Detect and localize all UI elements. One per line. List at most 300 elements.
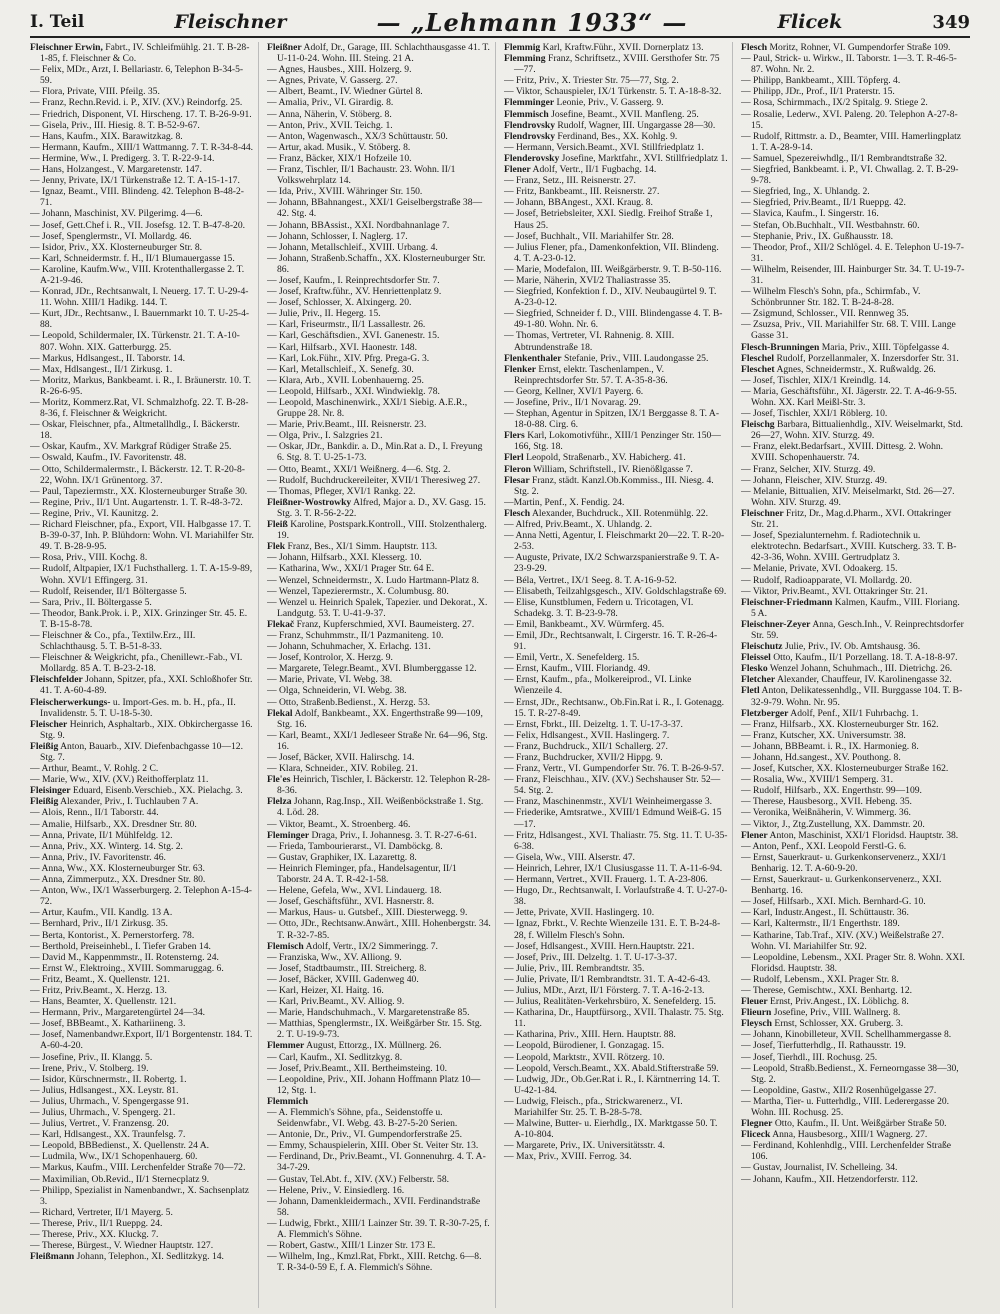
entry-details: — Josef, Tischler, XIX/1 Kreindlg. 14. xyxy=(741,374,891,386)
entry-details: — Franz, Kutscher, XX. Universumstr. 38. xyxy=(741,729,906,741)
entry-details: — Johann, Fleischer, XIV. Sturzg. 49. xyxy=(741,474,887,486)
directory-entry xyxy=(741,375,966,386)
directory-entry xyxy=(504,197,728,208)
entry-details: — Georg, Kellner, XVI/1 Payerg. 6. xyxy=(504,385,644,397)
entry-details: Johann, Spitzer, pfa., XXI. Schloßhofer Str. 41. T. A-60-4-89. xyxy=(40,674,253,697)
directory-entry xyxy=(504,530,728,552)
directory-entry xyxy=(30,952,254,963)
directory-entry xyxy=(504,109,728,120)
entry-surname: Fleischner-Friedmann xyxy=(741,596,833,608)
entry-surname: Fleuer xyxy=(741,996,768,1008)
directory-entry xyxy=(504,874,728,885)
page-number: 349 xyxy=(932,11,970,33)
entry-details: — Josef, Gett.Chef i. R., VII. Josefsg. 12. T. B-47-8-20. xyxy=(30,219,246,231)
directory-entry xyxy=(741,1040,966,1051)
entry-details: Johann, Rag.Insp., XII. Weißenböckstraße 1. Stg. 4. Löd. 28. xyxy=(277,796,484,819)
entry-details: — Ernst, Sauerkraut- u. Gurkenkonservenerz., XXI. Benhartg. 16. xyxy=(741,874,942,897)
entry-details: — Karl, Hdlsangest., XX. Traunfelsg. 7. xyxy=(30,1129,186,1141)
directory-entry xyxy=(504,75,728,86)
entry-details: — Thomas, Vertreter, VI. Rahnenig. 8. XIII. Abtrundenstraße 18. xyxy=(504,330,675,353)
entry-details: — Josef, Namenbandwr.Export, II/1 Borgentenstr. 184. T. A-60-4-20. xyxy=(30,1029,253,1052)
entry-details: Moritz, Rohner, VI. Gumpendorfer Straße 109. xyxy=(769,42,951,53)
directory-entry xyxy=(30,763,254,774)
entry-details: — Julius, Realitäten-Verkehrsbüro, X. Senefelderg. 15. xyxy=(504,996,716,1008)
entry-details: Anna, Hausbesorg., XIII/1 Wagnerg. 27. xyxy=(772,1129,928,1141)
entry-details: — Rudolf, Buchdruckereileiter, XVII/1 Theresiweg 27. xyxy=(267,474,481,486)
entry-details: — Leopold, Versch.Beamt., XX. Abald.Stifterstraße 59. xyxy=(504,1062,719,1074)
entry-surname: Flegner xyxy=(741,1118,773,1130)
entry-details: — Heinrich, Lehrer, IX/1 Clusiusgasse 11. T. A-11-6-94. xyxy=(504,862,723,874)
entry-surname: Flenker xyxy=(504,363,536,375)
entry-details: — Josefine, Priv., II. Klangg. 5. xyxy=(30,1051,153,1063)
entry-details: — Franz, Selcher, XIV. Sturzg. 49. xyxy=(741,463,876,475)
entry-details: — Martha, Tier- u. Futterhdlg., VIII. Lederergasse 20. Wohn. III. Rochusg. 25. xyxy=(741,1095,950,1118)
directory-entry xyxy=(741,464,966,475)
entry-details: Julie, Priv., IV. Ob. Amtshausg. 36. xyxy=(784,641,921,653)
directory-entry xyxy=(741,685,966,707)
directory-entry xyxy=(741,386,966,408)
entry-surname: Fleysch xyxy=(741,1018,772,1030)
entry-details: Anton, Bauarb., XIV. Diefenbachgasse 10—12. Stg. 7. xyxy=(40,740,243,763)
entry-details: — A. Flemmich's Söhne, pfa., Seidenstoffe u. Seidenwfabr., VI. Webg. 43. B-27-5-20 Serien. xyxy=(267,1107,458,1130)
directory-entry xyxy=(267,685,491,696)
directory-entry xyxy=(741,308,966,319)
entry-details: Karl, Lokomotivführ., XIII/1 Penzinger Str. 150—166, Stg. 18. xyxy=(514,430,721,453)
directory-entry xyxy=(741,819,966,830)
entry-surname: Flerl xyxy=(504,452,524,464)
directory-entry xyxy=(30,330,254,352)
directory-entry xyxy=(267,1151,491,1173)
entry-surname: Fleischutz xyxy=(741,641,783,653)
entry-details: — Kurt, JDr., Rechtsanw., I. Bauernmarkt 10. T. U-25-4-88. xyxy=(30,308,250,331)
entry-details: Barbara, Bittualienhdlg., XIV. Weiselmarkt, Std. 26—27, Wohn. XIV. Sturzg. 49. xyxy=(751,419,963,442)
entry-details: — Franz, Buchdruck., XII/1 Schallerg. 27. xyxy=(504,740,668,752)
directory-entry xyxy=(267,1040,491,1051)
directory-entry xyxy=(504,730,728,741)
directory-entry xyxy=(267,575,491,586)
entry-details: — Artur, akad. Musik., V. Stöberg. 8. xyxy=(267,141,411,153)
directory-entry xyxy=(267,1196,491,1218)
directory-entry xyxy=(30,242,254,253)
directory-entry xyxy=(504,630,728,652)
directory-entry xyxy=(741,741,966,752)
directory-entry xyxy=(267,64,491,75)
directory-entry xyxy=(267,430,491,441)
entry-surname: Fleißig xyxy=(30,740,59,752)
directory-entry xyxy=(741,874,966,896)
entry-details: Alexander, Chauffeur, IV. Karolinengasse 32. xyxy=(776,674,952,686)
entry-details: Fritz, Dr., Mag.d.Pharm., XVI. Ottakringer Str. 21. xyxy=(751,507,952,531)
entry-details: — Johann, Straßenb.Schaffn., XX. Klosterneuburger Str. 86. xyxy=(267,252,486,275)
entry-surname: Fleiß xyxy=(267,519,288,531)
directory-entry xyxy=(504,142,728,153)
directory-entry xyxy=(267,896,491,907)
directory-entry xyxy=(504,186,728,197)
entry-details: — Franz, Rechn.Revid. i. P., XIV. (XV.) Reindorfg. 25. xyxy=(30,97,243,109)
entry-surname: Flesko xyxy=(741,663,768,675)
entry-details: — Leopoldine, Gastw., XII/2 Rosenhügelgasse 27. xyxy=(741,1084,937,1096)
directory-entry xyxy=(30,930,254,941)
directory-entry xyxy=(30,885,254,907)
directory-entry xyxy=(30,552,254,563)
directory-entry xyxy=(30,674,254,696)
entry-details: — Fritz, Beamt., X. Quellenstr. 121. xyxy=(30,973,170,985)
directory-entry xyxy=(267,220,491,231)
directory-entry xyxy=(741,1174,966,1185)
entry-details: — Auguste, Private, IX/2 Schwarzspanierstraße 9. T. A-23-9-29. xyxy=(504,552,720,575)
directory-entry xyxy=(30,1162,254,1173)
directory-entry xyxy=(30,164,254,175)
directory-entry xyxy=(267,830,491,841)
entry-details: Franz, Bes., XI/1 Simm. Hauptstr. 113. xyxy=(287,541,438,553)
directory-entry xyxy=(267,652,491,663)
entry-details: — Johann, BBBeamt. i. R., IX. Harmonieg. 8. xyxy=(741,740,919,752)
entry-details: Alexander, Buchdruck., XII. Rotenmühlg. 22. xyxy=(532,507,708,519)
entry-details: Otto, Kaufm., II. Unt. Weißgärber Straße 50. xyxy=(774,1118,947,1130)
directory-entry xyxy=(741,508,966,530)
directory-entry xyxy=(267,819,491,830)
directory-entry xyxy=(30,996,254,1007)
entry-details: — Rudolf, Radioapparate, VI. Mollardg. 20. xyxy=(741,574,912,586)
entry-details: — Moritz, Markus, Bankbeamt. i. R., I. Bräunerstr. 10. T. R-26-6-95. xyxy=(30,374,252,397)
directory-entry xyxy=(504,663,728,674)
entry-details: — Fritz, Hdlsangest., XVI. Thaliastr. 75. Stg. 11. T. U-35-6-38. xyxy=(504,829,728,852)
entry-details: — Wenzel, Tapezierermstr., X. Columbusg. 80. xyxy=(267,585,449,597)
section-label: I. Teil xyxy=(30,12,85,32)
entry-details: — Alois, Renn., II/1 Taborstr. 44. xyxy=(30,807,159,819)
entry-details: — Josef, Tierfutterhdlg., II. Rathausstr. 19. xyxy=(741,1040,906,1052)
entry-details: — Hermann, Priv., Margaretengürtel 24—34. xyxy=(30,1007,206,1019)
entry-details: — Josef, Kaufm., I. Reinprechtsdorfer Str. 7. xyxy=(267,274,440,286)
entry-details: — Katharina, Dr., Hauptfürsorg., XVII. Thalastr. 75. Stg. 11. xyxy=(504,1007,724,1030)
entry-details: — Siegfried, Bankbeamt. i. P., VI. Chwallag. 2. T. B-29-9-78. xyxy=(741,164,959,187)
entry-details: — Viktor, Priv.Beamt., XVI. Ottakringer Str. 21. xyxy=(741,585,928,597)
directory-entry xyxy=(741,1118,966,1129)
entry-details: — Veronika, Weißnäherin, V. Wimmerg. 36. xyxy=(741,807,911,819)
entry-surname: Flemmich xyxy=(267,1095,309,1107)
entry-details: — Amalia, Priv., VI. Girardig. 8. xyxy=(267,97,394,109)
entry-details: — Ferdinand, Dr., Priv.Beamt., VI. Gonnenuhrg. 4. T. A-34-7-29. xyxy=(267,1151,486,1174)
directory-entry xyxy=(267,353,491,364)
entry-details: — Berta, Kontorist., X. Pernerstorferg. 78. xyxy=(30,929,195,941)
entry-details: — Leopold, Hilfsarb., XXI. Windwieklg. 78. xyxy=(267,385,440,397)
directory-entry xyxy=(504,464,728,475)
directory-entry xyxy=(741,286,966,308)
directory-entry xyxy=(741,1007,966,1018)
entry-surname: Flers xyxy=(504,430,525,442)
directory-entry xyxy=(267,253,491,275)
directory-entry xyxy=(267,1251,491,1273)
entry-details: — Karoline, Kaufm.Ww., VIII. Krotenthallergasse 2. T. A-21-9-46. xyxy=(30,263,245,286)
entry-details: — Marie, Näherin, XVI/2 Thaliastrasse 35. xyxy=(504,274,671,286)
entry-details: — Ludwig, Fleisch., pfa., Strickwarenerz., VI. Mariahilfer Str. 25. T. B-28-5-78. xyxy=(504,1095,683,1118)
entry-details: — David M., Kappenmmstr., II. Rotensterng. 24. xyxy=(30,951,219,963)
directory-entry xyxy=(504,1040,728,1051)
entry-details: — Ernst, JDr., Rechtsanw., Ob.Fin.Rat i. R., I. Gotenagg. 15. T. R-27-8-49. xyxy=(504,696,725,719)
entry-details: — Amalie, Hilfsarb., XX. Dresdner Str. 80. xyxy=(30,818,197,830)
directory-entry xyxy=(741,563,966,574)
entry-details: — Josef, Priv., III. Delzeltg. 1. T. U-17-3-37. xyxy=(504,951,678,963)
entry-details: — Josef, Bäcker, XVII. Halirschg. 14. xyxy=(267,752,415,763)
directory-entry xyxy=(30,1118,254,1129)
entry-details: — Leopold, BBBedienst., X. Quellenstr. 24 A. xyxy=(30,1140,210,1152)
directory-entry xyxy=(741,774,966,785)
directory-entry xyxy=(267,796,491,818)
entry-details: — Karl, Priv.Beamt., XV. Alliog. 9. xyxy=(267,996,405,1008)
directory-entry xyxy=(504,752,728,763)
entry-details: Josefine, Priv., VIII. Wallnerg. 8. xyxy=(773,1007,901,1019)
entry-details: — Arthur, Beamt., V. Rohlg. 2 C. xyxy=(30,763,159,775)
entry-details: — Frieda, Tambourierarst., VI. Damböckg. 8. xyxy=(267,840,443,852)
directory-entry xyxy=(267,663,491,674)
entry-details: — Wilhelm, Ing., Kmzl.Rat, Fbrkt., XIII. Retchg. 6—8. T. R-34-0-59 E, f. A. Flemmich's Söhne. xyxy=(267,1251,482,1274)
entry-details: — Josef, BBBeamt., X. Kathariineng. 3. xyxy=(30,1018,186,1030)
directory-entry xyxy=(741,752,966,763)
directory-entry xyxy=(741,719,966,730)
entry-surname: Flesch xyxy=(741,42,768,53)
entry-details: — Philipp, Bankbeamt., XIII. Töpferg. 4. xyxy=(741,75,901,87)
directory-entry xyxy=(267,275,491,286)
entry-details: — Anton, Penf., XXI. Leopold Ferstl-G. 6. xyxy=(741,840,907,852)
entry-details: — Rudolf, Hilfsarb., XX. Engerthstr. 99—109. xyxy=(741,785,922,797)
directory-entry xyxy=(30,64,254,86)
entry-surname: Fleischg xyxy=(741,419,775,431)
directory-entry xyxy=(504,985,728,996)
entry-details: — Wenzel u. Heinrich Spalek, Tapezier. und Dekorat., X. Landgutg. 53. T. U-41-9-37. xyxy=(267,596,488,619)
entry-surname: Flenderovsky xyxy=(504,152,560,164)
directory-entry xyxy=(504,353,728,364)
directory-entry xyxy=(504,885,728,907)
directory-entry xyxy=(30,563,254,585)
directory-entry xyxy=(504,430,728,452)
directory-entry xyxy=(741,652,966,663)
entry-details: — Klara, Arb., XVII. Lobenhauerng. 25. xyxy=(267,374,424,386)
entry-details: Adolf, Dr., Garage, III. Schlachthausgasse 41. T. U-11-0-24. Wohn. III. Steing. 21 A. xyxy=(277,42,490,65)
entry-details: Alfred, Major a. D., XV. Gasg. 15. Stg. 3. T. R-56-2-22. xyxy=(277,496,486,519)
entry-details: —Martin, Penf., X. Fendig. 24. xyxy=(504,496,625,508)
directory-entry xyxy=(30,1185,254,1207)
directory-entry xyxy=(267,541,491,552)
directory-entry xyxy=(504,86,728,97)
entry-details: — Hermann, Versich.Beamt., XVI. Stillfriedplatz 1. xyxy=(504,141,704,153)
entry-details: — Julius, MDr., Arzt, II/1 Försterg. 7. T. A-16-2-13. xyxy=(504,984,705,996)
entry-details: — Johann, Damenkleidermach., XVII. Ferdinandstraße 58. xyxy=(267,1195,481,1218)
entry-surname: Flemming xyxy=(504,53,546,65)
entry-details: — Jenny, Private, IX/1 Türkenstraße 12. T. A-15-1-17. xyxy=(30,175,240,187)
directory-entry xyxy=(504,97,728,108)
entry-surname: Flek xyxy=(267,541,286,553)
entry-details: — Karl, Beamt., XXI/1 Jedleseer Straße Nr. 64—96, Stg. 16. xyxy=(267,729,488,752)
entry-details: — Otto, JDr., Rechtsanw.Anwärt., XIII. Hohenbergstr. 34. T. R-32-7-85. xyxy=(267,918,491,941)
directory-entry xyxy=(30,1029,254,1051)
directory-entry xyxy=(267,1074,491,1096)
entry-surname: Fletl xyxy=(741,685,760,697)
directory-entry xyxy=(741,619,966,641)
directory-entry xyxy=(504,807,728,829)
entry-details: Ernst, elektr. Taschenlampen., V. Reinprechtsdorfer Str. 57. T. A-35-8-36. xyxy=(514,363,668,386)
entry-details: — Karl, Kaltermstr., II/1 Engerthstr. 189. xyxy=(741,918,900,930)
directory-entry xyxy=(30,353,254,364)
entry-surname: Fleisinger xyxy=(30,785,71,797)
entry-details: — Franz, Buchdrucker, XVII/2 Hippg. 9. xyxy=(504,752,663,763)
entry-details: — Moritz, Kommerz.Rat, VI. Schmalzhofg. 22. T. B-28-8-36, f. Fleischner & Weigkricht. xyxy=(30,397,249,420)
directory-entry xyxy=(267,918,491,940)
entry-surname: Fleischerwerkungs- xyxy=(30,696,111,708)
directory-entry xyxy=(741,86,966,97)
entry-surname: Flendrovsky xyxy=(504,130,555,142)
entry-details: — Elise, Kunstblumen, Federn u. Tricotagen, VI. Schadekg. 3. T. B-23-9-78. xyxy=(504,596,694,619)
entry-details: Agnes, Schneidermstr., X. Rußwaldg. 26. xyxy=(776,363,936,375)
directory-entry xyxy=(741,896,966,907)
entry-details: — Olga, Schneiderin, VI. Webg. 38. xyxy=(267,685,407,697)
directory-entry xyxy=(30,1074,254,1085)
directory-entry xyxy=(741,53,966,75)
directory-entry xyxy=(267,464,491,475)
entry-details: — Felix, Hdlsangest., XVII. Haslingerg. 7. xyxy=(504,729,670,741)
directory-entry xyxy=(30,719,254,741)
entry-details: — Julie, Private, II/1 Rembrandtstr. 31. T. A-42-6-43. xyxy=(504,973,711,985)
directory-entry xyxy=(741,475,966,486)
directory-entry xyxy=(267,1007,491,1018)
entry-details: — Zsuzsa, Priv., VII. Mariahilfer Str. 68. T. VIII. Lange Gasse 31. xyxy=(741,319,956,342)
directory-entry xyxy=(741,153,966,164)
entry-details: — Karl, Heizer, XI. Haitg. 16. xyxy=(267,984,384,996)
entry-details: — Regine, Priv., II/1 Unt. Augartenstr. 1. T. R-48-3-72. xyxy=(30,496,243,508)
entry-details: — Anna, Näherin, V. Stöberg. 8. xyxy=(267,108,392,120)
directory-entry xyxy=(741,242,966,264)
directory-entry xyxy=(267,186,491,197)
entry-details: — Paul, Strick- u. Wirkw., II. Taborstr. 1—3. T. R-46-5-87. Wohn. Nr. 2. xyxy=(741,53,957,76)
directory-entry xyxy=(30,519,254,552)
directory-entry xyxy=(30,1096,254,1107)
directory-entry xyxy=(30,142,254,153)
directory-entry xyxy=(267,674,491,685)
directory-entry xyxy=(30,220,254,231)
directory-entry xyxy=(267,941,491,952)
entry-details: Ernst, Priv.Angest., IX. Löblichg. 8. xyxy=(770,996,909,1008)
entry-details: — Gustav, Graphiker, IX. Lazarettg. 8. xyxy=(267,851,417,863)
entry-details: — Isidor, Priv., XX. Klosterneuburger Str. 8. xyxy=(30,241,203,253)
entry-details: Eduard, Eisenb.Verschieb., XX. Pielachg. 3. xyxy=(72,785,243,797)
entry-surname: Flekal xyxy=(267,707,293,719)
entry-details: — Josef, Spezialunternehm. f. Radiotechnik u. elektrotechn. Bedarfsart., XVIII. Kutscherg. 33. T. B-42-3-36, Wohn. XVIII. Gertrudplatz 3. xyxy=(741,530,957,564)
directory-entry xyxy=(30,918,254,929)
entry-details: Adolf, Bankbeamt., XX. Engerthstraße 99—109, Stg. 16. xyxy=(277,707,483,730)
entry-details: — Josef, Betriebsleiter, XXI. Siedlg. Freihof Straße 1, Haus 25. xyxy=(504,208,713,231)
entry-details: — Theodor, Bank.Prok. i. P., XIX. Grinzinger Str. 45. E. T. B-15-8-78. xyxy=(30,607,248,630)
entry-details: Anna, Gesch.Inh., V. Reinprechtsdorfer Str. 59. xyxy=(751,618,964,641)
directory-entry xyxy=(30,175,254,186)
entry-details: — Karl, Geschäftsdien., XVI. Ganenestr. 15. xyxy=(267,330,440,342)
entry-details: — Alfred, Priv.Beamt., X. Uhlandg. 2. xyxy=(504,519,653,531)
directory-entry xyxy=(504,575,728,586)
entry-surname: Fleischner xyxy=(741,507,784,519)
directory-entry xyxy=(267,441,491,463)
entry-details: — Johann, Hilfsarb., XXI. Klesserg. 10. xyxy=(267,552,422,564)
directory-entry xyxy=(30,852,254,863)
entry-details: — Elisabeth, Teilzahlgsgesch., XIV. Goldschlagstraße 69. xyxy=(504,585,727,597)
directory-entry xyxy=(504,796,728,807)
entry-details: — Julie, Priv., III. Rembrandtstr. 35. xyxy=(504,962,645,974)
directory-entry xyxy=(30,863,254,874)
entry-details: — Sara, Priv., II. Böltergasse 5. xyxy=(30,596,152,608)
entry-details: — Richard, Vertreter, II/1 Mayerg. 5. xyxy=(30,1206,173,1218)
entry-details: — Siegfried, Konfektion f. D., XIV. Neubaugürtel 9. T. A-23-0-12. xyxy=(504,286,717,309)
directory-entry xyxy=(267,1096,491,1107)
entry-details: — Rudolf, Altpapier, IX/1 Fuchsthallerg. 1. T. A-15-9-89, Wohn. XVI/1 Effingerg. 31. xyxy=(30,563,253,586)
entry-details: — Markus, Haus- u. Gutsbef., XIII. Diesterwegg. 9. xyxy=(267,907,468,919)
directory-entry xyxy=(267,563,491,574)
entry-details: — Oswald, Kaufm., IV. Favoritenstr. 48. xyxy=(30,452,187,464)
directory-entry xyxy=(267,197,491,219)
directory-entry xyxy=(30,486,254,497)
entry-details: — Agnes, Hausbes., XIII. Holzerg. 9. xyxy=(267,64,412,76)
directory-entry xyxy=(504,164,728,175)
entry-surname: Flesch-Brunningen xyxy=(741,341,820,353)
entry-details: — Josef, Tierhdl., III. Rochusg. 25. xyxy=(741,1051,878,1063)
entry-details: — Heinrich Fleminger, pfa., Handelsagentur, II/1 Taborstr. 24 A. T. R-42-1-58. xyxy=(267,862,457,886)
directory-entry xyxy=(267,619,491,630)
directory-entry xyxy=(741,807,966,818)
directory-entry xyxy=(267,1174,491,1185)
entry-details: — Hans, Beamter, X. Quellenstr. 121. xyxy=(30,996,177,1008)
directory-entry xyxy=(267,497,491,519)
directory-entry xyxy=(741,996,966,1007)
directory-entry xyxy=(267,597,491,619)
directory-entry xyxy=(741,641,966,652)
entry-details: — Karl, Friseurmstr., II/1 Lassallestr. 26. xyxy=(267,319,426,331)
entry-details: — Carl, Kaufm., XI. Sedlitzkyg. 8. xyxy=(267,1051,403,1063)
entry-details: — Wilhelm, Reisender, III. Hainburger Str. 34. T. U-19-7-31. xyxy=(741,263,965,286)
directory-entry xyxy=(267,142,491,153)
directory-entry xyxy=(267,1240,491,1251)
entry-details: — Markus, Kaufm., VIII. Lerchenfelder Straße 70—72. xyxy=(30,1162,246,1174)
entry-details: — Karl, Lok.Führ., XIV. Pfrg. Prega-G. 3. xyxy=(267,352,430,364)
entry-details: Adolf, Vertr., II/1 Fugbachg. 14. xyxy=(532,164,657,176)
entry-details: — Felix, MDr., Arzt, I. Bellariastr. 6, Telephon B-34-5-59. xyxy=(30,64,244,87)
directory-entry xyxy=(30,452,254,463)
entry-details: Johann, Telephon., XI. Sedlitzkyg. 14. xyxy=(76,1251,224,1263)
directory-entry xyxy=(267,985,491,996)
entry-surname: Fletzberger xyxy=(741,707,789,719)
page-title: — „Lehmann 1933“ — xyxy=(376,7,688,37)
entry-surname: Fliceck xyxy=(741,1129,771,1141)
entry-details: Karl, Kraftw.Führ., XVII. Dornerplatz 13. xyxy=(542,42,704,53)
directory-entry xyxy=(741,575,966,586)
directory-columns xyxy=(30,42,970,1308)
entry-details: — Katharina, Priv., XIII. Hern. Hauptstr. 88. xyxy=(504,1029,676,1041)
entry-details: — Johann, BBahnangest., XXI/1 Geiselbergstraße 38—42. Stg. 4. xyxy=(267,197,483,220)
entry-surname: Flener xyxy=(504,164,531,176)
directory-entry xyxy=(30,419,254,441)
entry-details: — Franz, Tischler, II/1 Bachaustr. 23. Wohn. II/1 Volkswehrplatz 14. xyxy=(267,164,456,187)
entry-details: Heinrich, Tischler, I. Bäckerstr. 12. Telephon R-28-8-36. xyxy=(277,774,491,797)
entry-details: — Anton, Ww., IX/1 Wasserburgerg. 2. Telephon A-15-4-72. xyxy=(30,885,252,908)
directory-entry xyxy=(267,308,491,319)
directory-entry xyxy=(741,408,966,419)
directory-entry xyxy=(504,674,728,696)
directory-entry xyxy=(30,1018,254,1029)
directory-entry xyxy=(30,1151,254,1162)
directory-entry xyxy=(504,774,728,796)
directory-entry xyxy=(504,619,728,630)
entry-details: — Johann, BBAngest., XXI. Kraug. 8. xyxy=(504,197,653,209)
entry-surname: Fleischner-Zeyer xyxy=(741,618,811,630)
directory-entry xyxy=(267,342,491,353)
entry-details: — Josef, Kontrolor, X. Herzg. 9. xyxy=(267,652,393,664)
entry-details: — Olga, Priv., I. Salzgries 21. xyxy=(267,430,383,442)
directory-entry xyxy=(504,53,728,75)
